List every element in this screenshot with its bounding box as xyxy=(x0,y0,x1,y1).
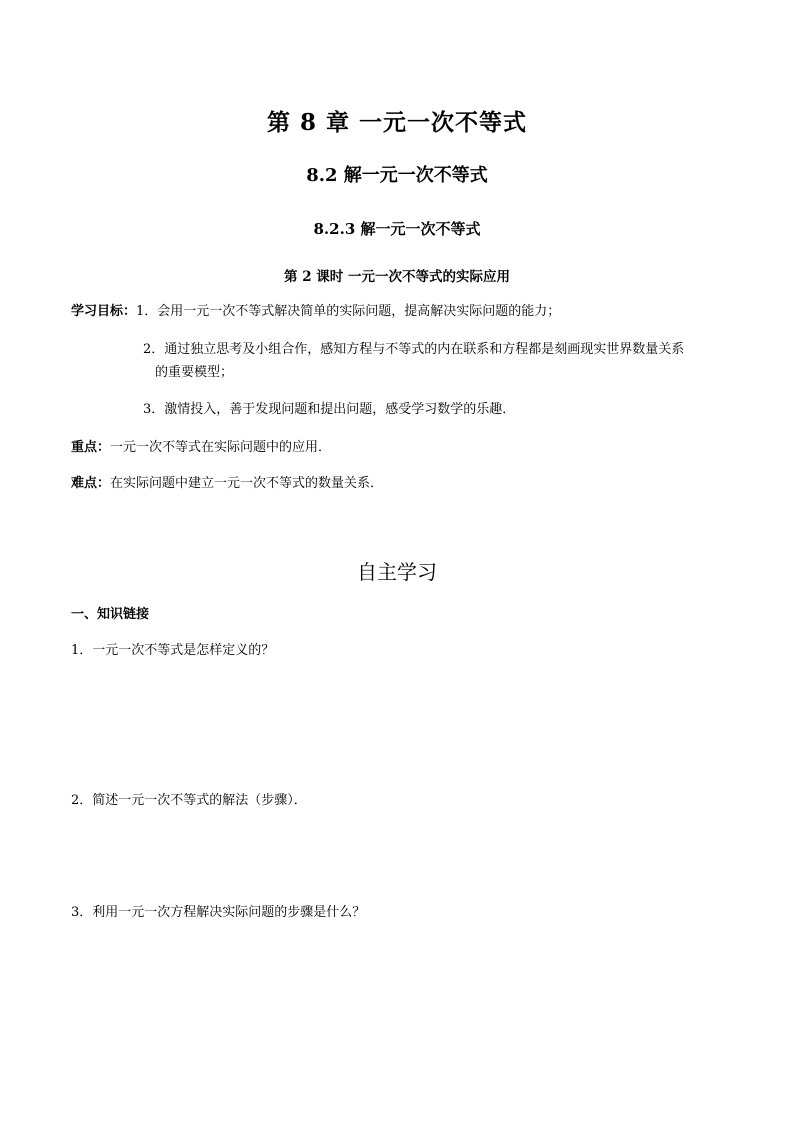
objectives-label: 学习目标： xyxy=(71,304,137,319)
lesson-title: 第 2 课时 一元一次不等式的实际应用 xyxy=(284,269,510,285)
difficulty-label: 难点： xyxy=(71,476,111,491)
key-point-line xyxy=(71,439,331,456)
objectives-line-1 xyxy=(71,303,560,320)
difficulty-text: 在实际问题中建立一元一次不等式的数量关系． xyxy=(110,476,384,491)
self-study-title: 自主学习 xyxy=(357,560,437,584)
objective-item-2-line-1: 2．通过独立思考及小组合作，感知方程与不等式的内在联系和方程都是刻画现实世界数量关系 xyxy=(143,342,685,357)
key-point-label: 重点： xyxy=(71,440,111,455)
objective-item-2-line-2: 的重要模型； xyxy=(155,365,234,380)
key-point-text: 一元一次不等式在实际问题中的应用． xyxy=(110,440,332,455)
chapter-title: 第 8 章 一元一次不等式 xyxy=(266,109,528,136)
subsection-title: 8.2.3 解一元一次不等式 xyxy=(313,220,481,238)
knowledge-link-heading: 一、知识链接 xyxy=(71,607,150,622)
question-3: 3．利用一元一次方程解决实际问题的步骤是什么？ xyxy=(71,905,366,920)
question-1: 1．一元一次不等式是怎样定义的？ xyxy=(71,643,275,658)
objective-item-1: 1．会用一元一次不等式解决简单的实际问题，提高解决实际问题的能力； xyxy=(136,304,561,319)
question-2: 2．简述一元一次不等式的解法（步骤）． xyxy=(71,793,307,808)
objective-item-3: 3．激情投入，善于发现问题和提出问题，感受学习数学的乐趣． xyxy=(143,402,516,417)
difficulty-line xyxy=(71,475,383,492)
section-title: 8.2 解一元一次不等式 xyxy=(306,165,488,186)
